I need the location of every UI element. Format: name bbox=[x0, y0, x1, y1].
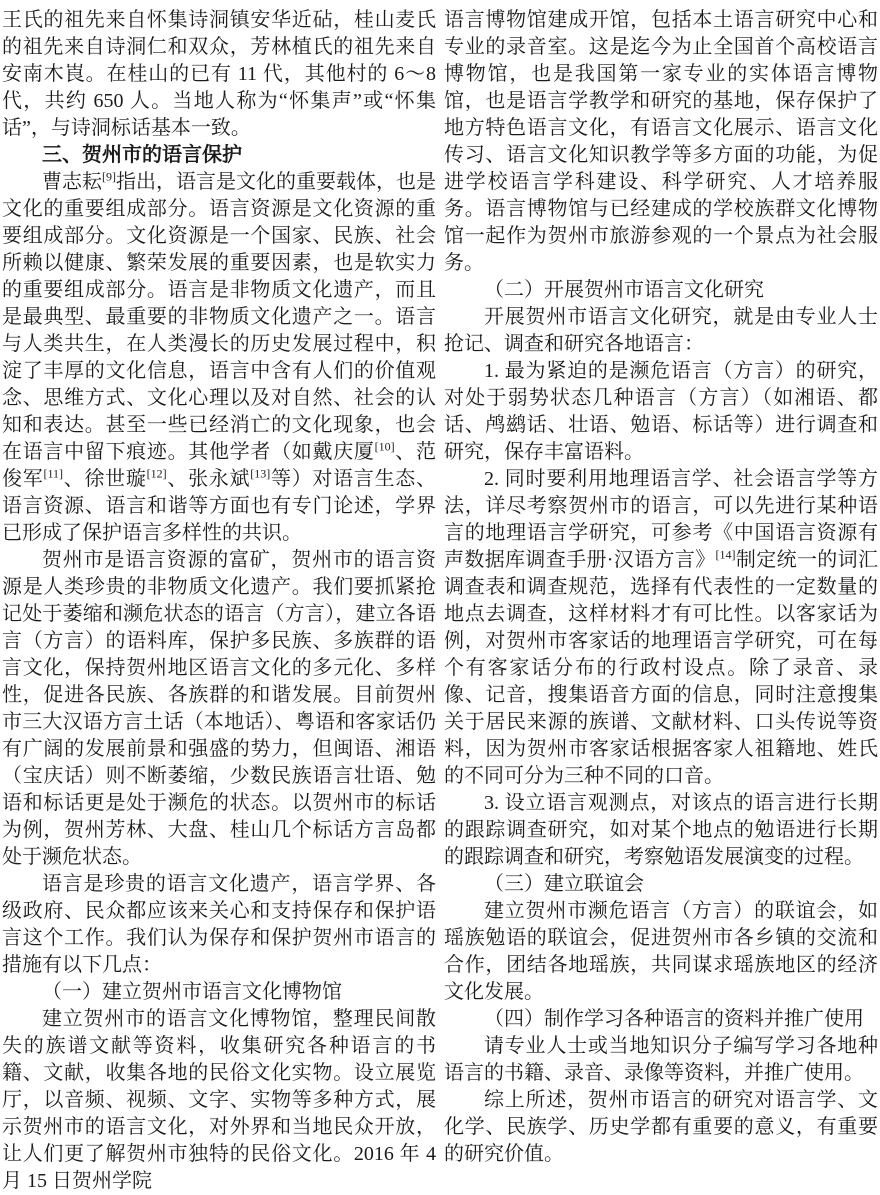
text-run: （二）开展贺州市语言文化研究 bbox=[484, 279, 764, 301]
paragraph bbox=[2, 871, 436, 979]
text-run: 3. 设立语言观测点，对该点的语言进行长期的跟踪调查研究，如对某个地点的勉语进行长期的跟踪调查和研究，考察勉语发展演变的过程。 bbox=[444, 792, 878, 868]
text-run: 贺州市是语言资源的富矿，贺州市的语言资源是人类珍贵的非物质文化遗产。我们要抓紧抢记处于萎缩和濒危状态的语言（方言），建立各语言（方言）的语料库，保护多民族、多族群的语言文化，保持贺州地区语言文化的多元化、多样性，促进各民族、各族群的和谐发展。目前贺州市三大汉语方言土话（本地话）、粤语和客家话仍有广阔的发展前景和强盛的势力，但闽语、湘语（宝庆话）则不断萎缩，少数民族语言壮语、勉语和标话更是处于濒危的状态。以贺州市的标话为例，贺州芳林、大盘、桂山几个标话方言岛都处于濒危状态。 bbox=[2, 549, 436, 868]
text-run: 2. 同时要利用地理语言学、社会语言学等方法，详尽考察贺州市的语言，可以先进行某种语言的地理语言学研究，可参考《中国语言资源有声数据库调查手册·汉语方言》 bbox=[444, 468, 878, 571]
paragraph bbox=[444, 790, 878, 871]
text-run: 请专业人士或当地知识分子编写学习各地种语言的书籍、录音、录像等资料，并推广使用。 bbox=[444, 1035, 878, 1084]
paragraph bbox=[2, 547, 436, 871]
citation-marker: [10] bbox=[374, 439, 395, 454]
section-heading bbox=[444, 871, 878, 898]
paragraph bbox=[2, 169, 436, 547]
section-heading bbox=[444, 277, 878, 304]
paragraph bbox=[444, 7, 878, 277]
text-run: 指出，语言是文化的重要载体，也是文化的重要组成部分。语言资源是文化资源的重要组成部分。文化资源是一个国家、民族、社会所赖以健康、繁荣发展的重要因素，也是软实力的重要组成部分。语言是非物质文化遗产，而且是最典型、最重要的非物质文化遗产之一。语言与人类共生，在人类漫长的历史发展过程中，积淀了丰厚的文化信息，语言中含有人们的价值观念、思维方式、文化心理以及对自然、社会的认知和表达。甚至一些已经消亡的文化现象，也会在语言中留下痕迹。其他学者（如戴庆厦 bbox=[2, 171, 436, 463]
paragraph bbox=[444, 1087, 878, 1168]
paragraph bbox=[444, 466, 878, 790]
text-run: 等）对语言生态、语言资源、语言和谐等方面也有专门论述，学界已形成了保护语言多样性的共识。 bbox=[2, 468, 437, 544]
text-run: （三）建立联谊会 bbox=[484, 873, 644, 895]
text-run: 语言是珍贵的语言文化遗产，语言学界、各级政府、民众都应该来关心和支持保存和保护语言这个工作。我们认为保存和保护贺州市语言的措施有以下几点： bbox=[2, 873, 436, 976]
paragraph bbox=[2, 7, 436, 142]
text-run: （一）建立贺州市语言文化博物馆 bbox=[42, 981, 342, 1003]
citation-marker: [12] bbox=[146, 466, 167, 481]
citation-marker: [11] bbox=[43, 466, 63, 481]
text-run: 制定统一的词汇调查表和调查规范，选择有代表性的一定数量的地点去调查，这样材料才有可比性。以客家话为例，对贺州市客家话的地理语言学研究，可在每个有客家话分布的行政村设点。除了录音、录像、记音，搜集语音方面的信息，同时注意搜集关于居民来源的族谱、文献材料、口头传说等资料，因为贺州市客家话根据客家人祖籍地、姓氏的不同可分为三种不同的口音。 bbox=[444, 549, 878, 787]
text-run: 、张永斌 bbox=[166, 468, 251, 490]
text-run: 语言博物馆建成开馆，包括本土语言研究中心和专业的录音室。这是迄今为止全国首个高校语言博物馆，也是我国第一家专业的实体语言博物馆，也是语言学教学和研究的基地，保存保护了地方特色语言文化，有语言文化展示、语言文化传习、语言文化知识教学等多方面的功能，为促进学校语言学科建设、科学研究、人才培养服务。语言博物馆与已经建成的学校族群文化博物馆一起作为贺州市旅游参观的一个景点为社会服务。 bbox=[444, 9, 878, 274]
section-heading bbox=[2, 142, 436, 169]
text-run: 建立贺州市的语言文化博物馆，整理民间散失的族谱文献等资料，收集研究各种语言的书籍、文献，收集各地的民俗文化实物。设立展览厅，以音频、视频、文字、实物等多种方式，展示贺州市的语言文化，对外界和当地民众开放，让人们更了解贺州市独特的民俗文化。2016 年 4 月 15 日贺州学院 bbox=[2, 1008, 436, 1192]
text-run: 、范俊军 bbox=[2, 441, 437, 490]
text-run: 三、贺州市的语言保护 bbox=[42, 144, 242, 166]
paragraph bbox=[444, 1033, 878, 1087]
paragraph bbox=[444, 304, 878, 358]
text-run: 、徐世璇 bbox=[63, 468, 147, 490]
text-run: 建立贺州市濒危语言（方言）的联谊会，如瑶族勉语的联谊会，促进贺州市各乡镇的交流和合作，团结各地瑶族，共同谋求瑶族地区的经济文化发展。 bbox=[444, 900, 878, 1003]
text-run: 开展贺州市语言文化研究，就是由专业人士抢记、调查和研究各地语言： bbox=[444, 306, 878, 355]
text-run: 曹志耘 bbox=[42, 171, 102, 193]
column-left bbox=[2, 7, 437, 1192]
section-heading bbox=[2, 979, 436, 1006]
text-run: 综上所述，贺州市语言的研究对语言学、文化学、民族学、历史学都有重要的意义，有重要的研究价值。 bbox=[444, 1089, 878, 1165]
citation-marker: [13] bbox=[250, 466, 271, 481]
text-run: （四）制作学习各种语言的资料并推广使用 bbox=[484, 1008, 864, 1030]
paragraph bbox=[444, 358, 878, 466]
citation-marker: [14] bbox=[715, 547, 736, 562]
paragraph bbox=[444, 898, 878, 1006]
text-run: 王氏的祖先来自怀集诗洞镇安华近砧，桂山麦氏的祖先来自诗洞仁和双众，芳林植氏的祖先来自安南木崀。在桂山的已有 11 代，其他村的 6～8 代，共约 650 人。当地人称为“怀集声”或“怀集话”，与诗洞标话基本一致。 bbox=[2, 9, 436, 139]
text-run: 1. 最为紧迫的是濒危语言（方言）的研究，对处于弱势状态几种语言（方言）（如湘语、都话、鸬鹚话、壮语、勉语、标话等）进行调查和研究，保存丰富语料。 bbox=[444, 360, 878, 463]
citation-marker: [9] bbox=[102, 169, 116, 184]
column-right bbox=[444, 7, 878, 1165]
paragraph bbox=[2, 1006, 436, 1195]
section-heading bbox=[444, 1006, 878, 1033]
